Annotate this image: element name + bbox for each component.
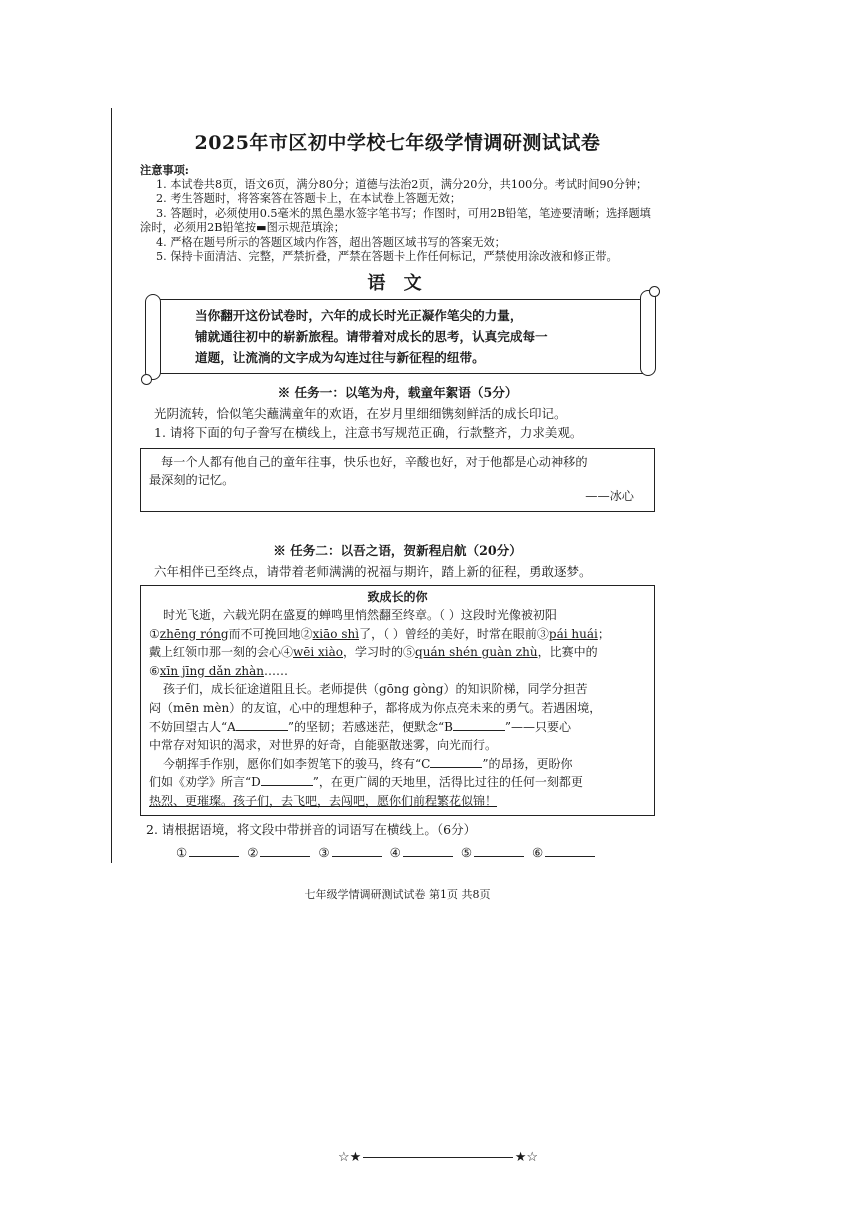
notes-section: [140, 163, 655, 265]
notes-heading: 注意事项:: [140, 163, 189, 177]
binding-margin-line: [111, 108, 112, 863]
scroll-line: 道题，让流淌的文字成为勾连过往与新征程的纽带。: [195, 349, 485, 365]
quote-line: 最深刻的记忆。: [149, 472, 235, 487]
pinyin-3: pái huái: [548, 626, 598, 641]
task1-intro: 光阴流转，恰似笔尖蘸满童年的欢语，在岁月里细细镌刻鲜活的成长印记。: [154, 405, 567, 421]
article-line: 中常存对知识的渴求，对世界的好奇，自能驱散迷雾，向光而行。: [149, 738, 498, 753]
scroll-knob: [649, 286, 660, 297]
pinyin-2: xiāo shì: [312, 626, 360, 641]
article-line: 今朝挥手作别，愿你们如李贺笔下的骏马，终有“C ”的昂扬，更盼你: [163, 756, 573, 771]
quote-author: ——冰心: [585, 488, 634, 503]
blank-c[interactable]: [430, 756, 482, 768]
answer-blank-5[interactable]: [474, 845, 524, 857]
article-line: 闷（mēn mèn）的友谊，心中的理想种子，都将成为你点亮未来的勇气。若遇困境，: [149, 701, 602, 716]
answer-blank-2[interactable]: [260, 845, 310, 857]
subject-heading: 语 文: [367, 272, 428, 294]
article-line: ⑥xīn jīng dǎn zhàn……: [149, 663, 289, 678]
pinyin-1: zhēng róng: [159, 626, 229, 641]
exam-page: [140, 128, 655, 902]
intro-scroll-banner: [154, 299, 647, 374]
article-line: ①zhēng róng而不可挽回地②xiāo shì了，（ ）曾经的美好，时常在眼前③pái huái；: [149, 626, 610, 641]
quote-line: 每一个人都有他自己的童年往事，快乐也好，辛酸也好，对于他都是心动神移的: [161, 454, 588, 469]
scroll-line: 当你翻开这份试卷时，六年的成长时光正凝作笔尖的力量，: [195, 307, 523, 323]
task1-title: ※ 任务一：以笔为舟，载童年絮语（5分）: [277, 384, 518, 400]
page-footer: 七年级学情调研测试试卷 第1页 共8页: [304, 887, 491, 901]
answer-blank-6[interactable]: [545, 845, 595, 857]
scroll-curl-right: [640, 290, 656, 376]
pinyin-4: wēi xiào: [293, 645, 344, 660]
answer-blank-3[interactable]: [332, 845, 382, 857]
blank-d[interactable]: [261, 774, 313, 786]
blank-b[interactable]: [453, 719, 505, 731]
pinyin-6: xīn jīng dǎn zhàn: [159, 663, 265, 678]
article-box: [140, 585, 655, 816]
note-item: 5. 保持卡面清洁、完整，严禁折叠，严禁在答题卡上作任何标记，严禁使用涂改液和修正带。: [156, 250, 618, 263]
answer-blank-4[interactable]: [403, 845, 453, 857]
task2-intro: 六年相伴已至终点，请带着老师满满的祝福与期许，踏上新的征程，勇敢逐梦。: [154, 563, 592, 579]
star-decoration-icon: ☆★: [338, 1150, 362, 1165]
answer-blanks: ① ② ③ ④ ⑤ ⑥: [176, 845, 655, 860]
answer-blank-1[interactable]: [189, 845, 239, 857]
task2-title: ※ 任务二：以吾之语，贺新程启航（20分）: [273, 542, 522, 558]
question-2: 2. 请根据语境，将文段中带拼音的词语写在横线上。（6分）: [146, 821, 477, 837]
article-line: 热烈、更璀璨。孩子们，去飞吧，去闯吧，愿你们前程繁花似锦！: [149, 794, 498, 809]
quote-copy-box[interactable]: [140, 448, 655, 512]
note-item: 1. 本试卷共8页，语文6页，满分80分；道德与法治2页，满分20分，共100分。考试时间90分钟；: [156, 177, 648, 191]
article-line: 不妨回望古人“A ”的坚韧；若感迷茫，便默念“B ”——只要心: [149, 719, 572, 734]
bottom-decoration: [338, 1150, 538, 1165]
article-line: 戴上红领巾那一刻的会心④wēi xiào，学习时的⑤quán shén guàn zhù，比赛中的: [149, 645, 598, 660]
blank-a[interactable]: [236, 719, 288, 731]
exam-title: 2025年市区初中学校七年级学情调研测试试卷: [194, 132, 601, 154]
scroll-knob: [141, 374, 152, 385]
note-item: 3. 答题时，必须使用0.5毫米的黑色墨水签字笔书写；作图时，可用2B铅笔，笔迹要清晰；选择题填涂时，必须用2B铅笔按▬图示规范填涂；: [140, 206, 651, 234]
decoration-line: [363, 1157, 512, 1158]
article-line: 们如《劝学》所言“D ”，在更广阔的天地里，活得比过往的任何一刻都更: [149, 775, 583, 790]
question-1: 1. 请将下面的句子誊写在横线上，注意书写规范正确，行款整齐，力求美观。: [154, 424, 583, 440]
star-decoration-icon: ★☆: [514, 1150, 538, 1165]
note-item: 2. 考生答题时，将答案答在答题卡上，在本试卷上答题无效；: [156, 192, 462, 205]
note-item: 4. 严格在题号所示的答题区域内作答，超出答题区域书写的答案无效；: [156, 235, 506, 249]
article-line: 孩子们，成长征途道阻且长。老师提供（gōng gòng）的知识阶梯，同学分担苦: [163, 682, 588, 697]
pinyin-5: quán shén guàn zhù: [415, 645, 538, 660]
article-line: 时光飞逝，六载光阴在盛夏的蝉鸣里悄然翻至终章。（ ）这段时光像被初阳: [163, 608, 557, 623]
article-title: 致成长的你: [367, 589, 428, 604]
scroll-curl-left: [145, 294, 161, 380]
scroll-line: 铺就通往初中的崭新旅程。请带着对成长的思考，认真完成每一: [195, 328, 548, 344]
